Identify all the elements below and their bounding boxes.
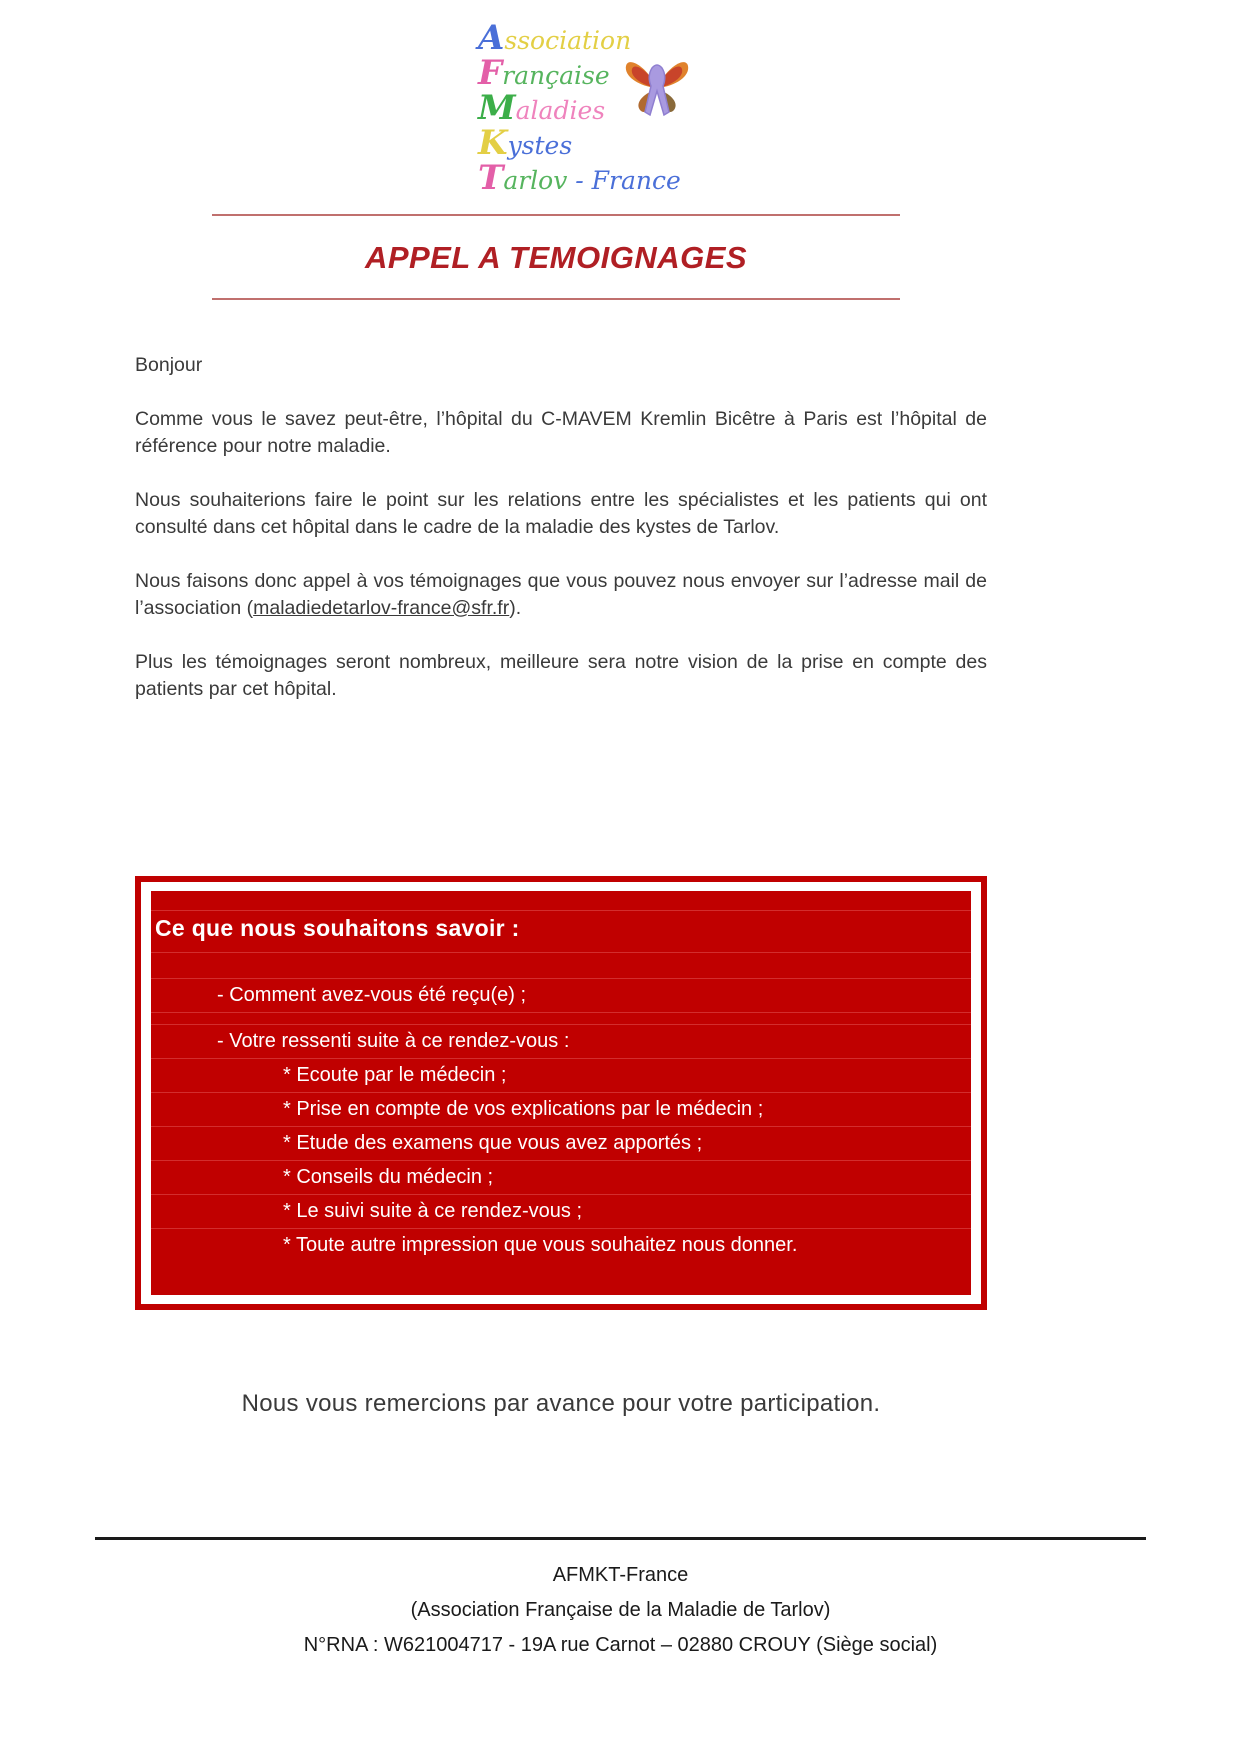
closing-text: Nous vous remercions par avance pour votre participation. bbox=[241, 1390, 881, 1417]
info-box-heading: Ce que nous souhaitons savoir : bbox=[151, 911, 971, 953]
info-box-item: * Prise en compte de vos explications par le médecin ; bbox=[151, 1093, 971, 1127]
info-box-item: * Le suivi suite à ce rendez-vous ; bbox=[151, 1195, 971, 1229]
box-spacer bbox=[151, 1013, 971, 1025]
logo-initial: F bbox=[478, 53, 503, 93]
info-box-item: - Comment avez-vous été reçu(e) ; bbox=[151, 979, 971, 1013]
logo-line-association bbox=[478, 18, 738, 58]
footer-org-full-name: (Association Française de la Maladie de Tarlov) bbox=[410, 1599, 831, 1621]
info-box-item: * Etude des examens que vous avez apportés ; bbox=[151, 1127, 971, 1161]
footer bbox=[95, 1537, 1146, 1663]
logo-line-francaise bbox=[478, 53, 738, 93]
logo-initial: T bbox=[478, 158, 504, 198]
info-box-inner bbox=[151, 891, 971, 1295]
logo-line-tarlov-france bbox=[478, 158, 738, 198]
paragraph-text: ). bbox=[509, 597, 522, 619]
footer-org-address: N°RNA : W621004717 - 19A rue Carnot – 02880 CROUY (Siège social) bbox=[303, 1634, 938, 1656]
info-box-item: * Ecoute par le médecin ; bbox=[151, 1059, 971, 1093]
footer-org-name: AFMKT-France bbox=[552, 1564, 689, 1586]
logo-line-kystes bbox=[478, 123, 738, 163]
logo-initial: A bbox=[478, 18, 505, 58]
paragraph-text: Nous faisons donc appel à vos témoignages que vous pouvez nous envoyer sur l’adresse mail de l’association ( bbox=[135, 570, 987, 619]
butterfly-ribbon-icon bbox=[618, 54, 696, 128]
email-link[interactable]: maladiedetarlov-france@sfr.fr bbox=[253, 597, 510, 619]
logo-word-suffix: - France bbox=[567, 166, 681, 195]
box-spacer bbox=[151, 953, 971, 979]
paragraph-survey-goal: Nous souhaiterions faire le point sur les relations entre les spécialistes et les patients qui ont consulté dans cet hôpital dans le cadre de la maladie des kystes de Tarlov. bbox=[135, 489, 987, 538]
paragraph-call-for-testimony bbox=[135, 568, 987, 622]
logo-word: aladies bbox=[515, 96, 606, 125]
paragraph-more-testimonies: Plus les témoignages seront nombreux, meilleure sera notre vision de la prise en compte des patients par cet hôpital. bbox=[135, 651, 987, 700]
logo-initial: M bbox=[478, 88, 516, 128]
logo-word: arlov bbox=[503, 166, 568, 195]
box-spacer bbox=[151, 891, 971, 911]
info-box-item: - Votre ressenti suite à ce rendez-vous : bbox=[151, 1025, 971, 1059]
title-block bbox=[212, 214, 900, 300]
info-box-item: * Conseils du médecin ; bbox=[151, 1161, 971, 1195]
logo-word: ssociation bbox=[504, 26, 632, 55]
logo-line-maladies bbox=[478, 88, 738, 128]
page-title: APPEL A TEMOIGNAGES bbox=[364, 240, 748, 275]
logo-initial: K bbox=[478, 123, 508, 163]
logo-word: rançaise bbox=[502, 61, 610, 90]
association-logo bbox=[478, 18, 738, 198]
logo-word: ystes bbox=[507, 131, 573, 160]
letter-body bbox=[135, 352, 987, 730]
paragraph-hospital-reference: Comme vous le savez peut-être, l’hôpital du C-MAVEM Kremlin Bicêtre à Paris est l’hôpital de référence pour notre maladie. bbox=[135, 408, 987, 457]
greeting: Bonjour bbox=[135, 354, 203, 376]
info-box-item: * Toute autre impression que vous souhaitez nous donner. bbox=[283, 1234, 798, 1256]
title-rule-bottom bbox=[212, 298, 900, 300]
info-box bbox=[135, 876, 987, 1310]
